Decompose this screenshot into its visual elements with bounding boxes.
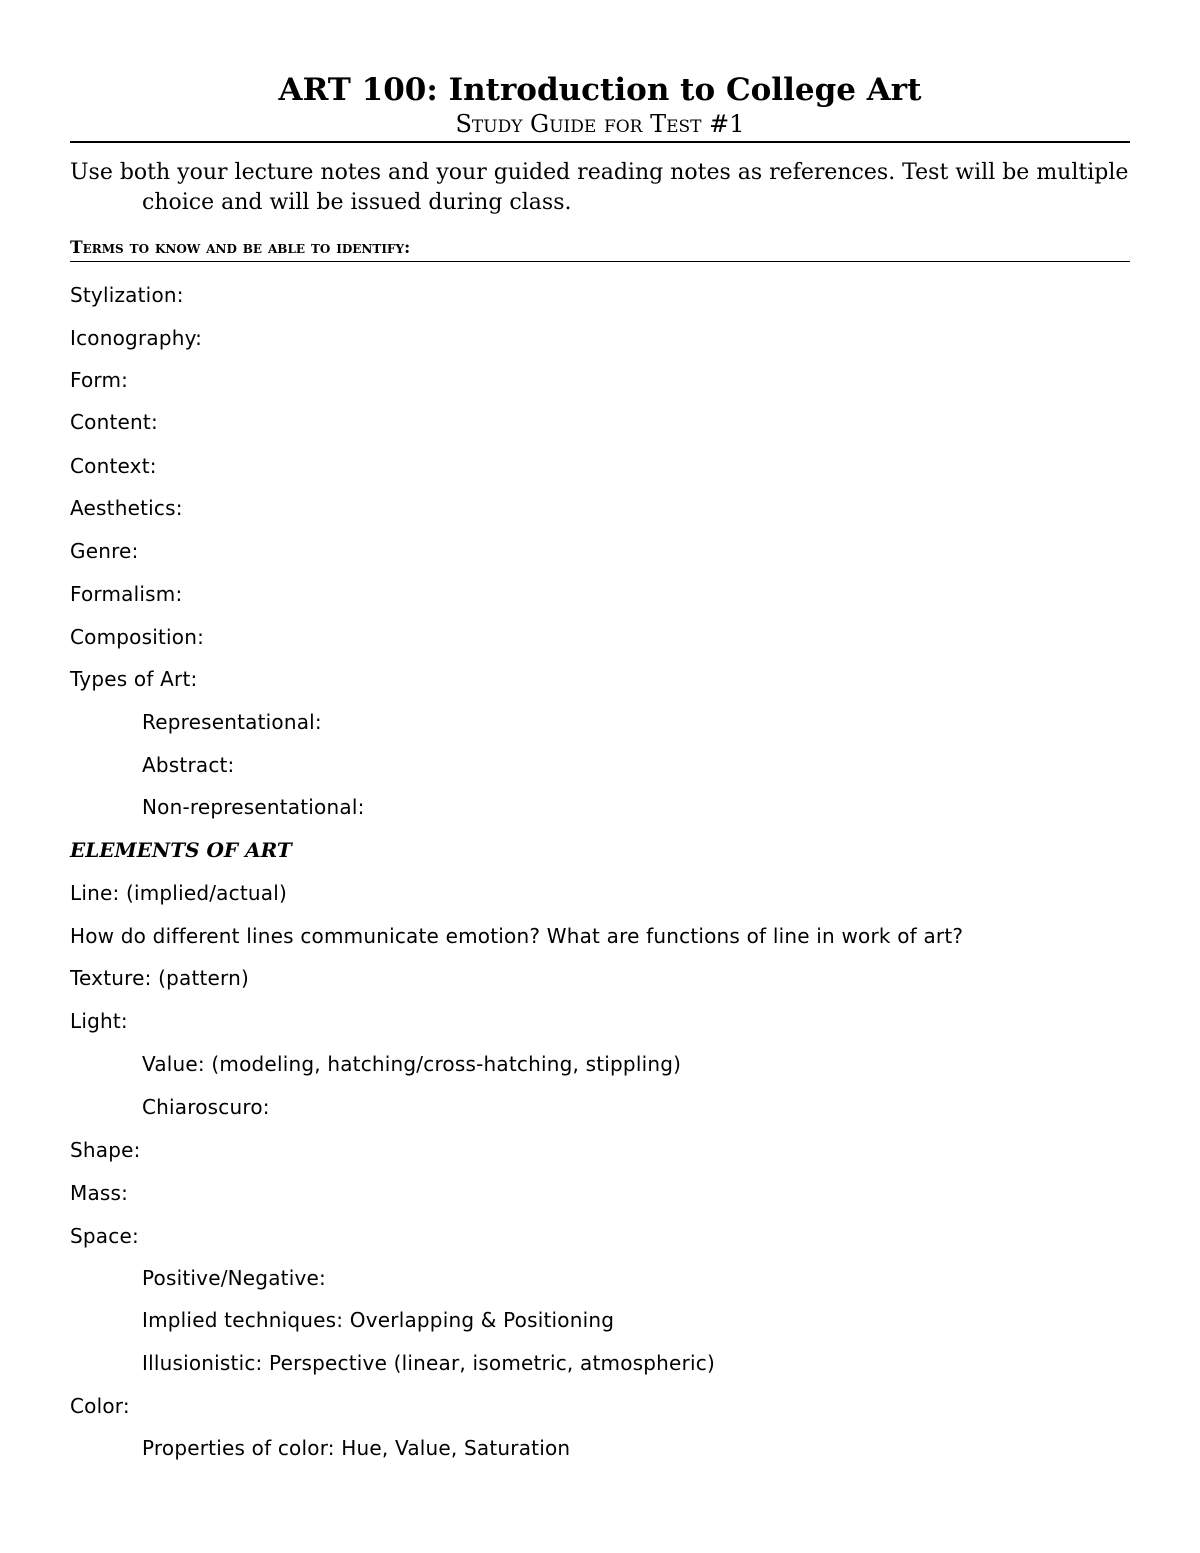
- element-implied-techniques: Implied techniques: Overlapping & Positioning: [142, 1308, 615, 1332]
- term-formalism: Formalism:: [70, 582, 183, 606]
- element-shape: Shape:: [70, 1138, 141, 1162]
- elements-heading: ELEMENTS OF ART: [70, 838, 292, 862]
- term-types-of-art: Types of Art:: [70, 667, 198, 691]
- element-properties-of-color: Properties of color: Hue, Value, Saturation: [142, 1436, 571, 1460]
- element-line-question: How do different lines communicate emotion? What are functions of line in work of art?: [70, 924, 964, 948]
- element-color: Color:: [70, 1394, 130, 1418]
- terms-divider: [70, 261, 1130, 262]
- page-title: ART 100: Introduction to College Art: [278, 72, 922, 108]
- term-form: Form:: [70, 368, 129, 392]
- term-composition: Composition:: [70, 625, 205, 649]
- element-chiaroscuro: Chiaroscuro:: [142, 1095, 270, 1119]
- term-content: Content:: [70, 410, 158, 434]
- intro-paragraph: Use both your lecture notes and your guided reading notes as references. Test will be multiple choice and will be issued during class.: [70, 160, 1129, 215]
- terms-heading: Terms to know and be able to identify:: [70, 238, 411, 258]
- term-non-representational: Non-representational:: [142, 795, 365, 819]
- term-genre: Genre:: [70, 539, 139, 563]
- element-value: Value: (modeling, hatching/cross-hatching, stippling): [142, 1052, 682, 1076]
- element-positive-negative: Positive/Negative:: [142, 1266, 326, 1290]
- term-representational: Representational:: [142, 710, 322, 734]
- element-illusionistic: Illusionistic: Perspective (linear, isometric, atmospheric): [142, 1351, 715, 1375]
- page-subtitle: Study Guide for Test #1: [455, 110, 745, 138]
- element-texture: Texture: (pattern): [70, 966, 250, 990]
- term-stylization: Stylization:: [70, 283, 184, 307]
- element-light: Light:: [70, 1009, 128, 1033]
- element-mass: Mass:: [70, 1181, 129, 1205]
- term-aesthetics: Aesthetics:: [70, 496, 183, 520]
- header-divider: [70, 141, 1130, 143]
- term-abstract: Abstract:: [142, 753, 235, 777]
- term-context: Context:: [70, 454, 157, 478]
- element-space: Space:: [70, 1224, 139, 1248]
- term-iconography: Iconography:: [70, 326, 203, 350]
- element-line: Line: (implied/actual): [70, 881, 287, 905]
